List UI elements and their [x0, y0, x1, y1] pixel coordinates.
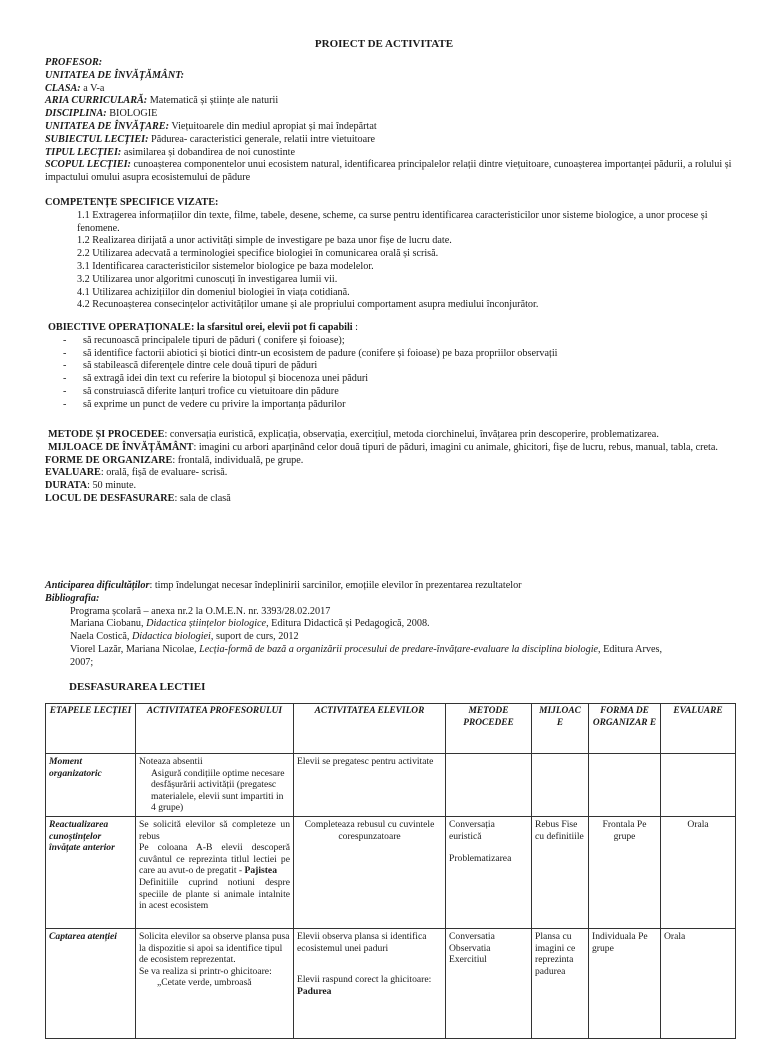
- obiectiv-item: - să exprime un punct de vedere cu privire la importanța pădurilor: [45, 399, 745, 412]
- table-row: [46, 816, 736, 928]
- teacher-activity-cell: [136, 816, 294, 928]
- stage-cell: Captarea atenției: [46, 928, 136, 1038]
- lesson-keyword: Pajistea: [244, 865, 277, 877]
- bib-title: Didactica biologiei: [131, 631, 211, 643]
- teacher-activity-text: Solicita elevilor sa observe plansa pusa la dispozitie si apoi sa identifice tipul de ecosistem reprezentat.: [139, 930, 290, 966]
- evaluation-cell: Orala: [661, 816, 736, 928]
- table-row: [46, 928, 736, 1038]
- profesor-label: PROFESOR:: [45, 57, 103, 68]
- bib-year: 2007;: [70, 656, 94, 668]
- organization-cell: [589, 754, 661, 817]
- unitate-invatare-label: UNITATEA DE ÎNVĂȚARE:: [45, 120, 169, 132]
- forme-value: : frontală, individuală, pe grupe.: [172, 454, 304, 466]
- obiectiv-item: - să construiască diferite lanțuri trofice cu vietuitoare din pădure: [45, 386, 745, 399]
- competenta-item: 2.2 Utilizarea adecvată a terminologiei specifice biologiei în comunicarea orală și scrisă.: [77, 248, 439, 260]
- methods-cell: [446, 816, 532, 928]
- competenta-item: 3.1 Identificarea caracteristicilor sistemelor biologice pe baza modelelor.: [77, 260, 374, 272]
- aria-value: Matematică și științe ale naturii: [147, 95, 279, 107]
- aria-label: ARIA CURRICULARĂ:: [45, 95, 148, 107]
- unitate-invatare-value: Viețuitoarele din mediul apropiat și mai îndepărtat: [168, 120, 377, 132]
- organization-cell: Individuala Pe grupe: [589, 928, 661, 1038]
- riddle-answer: Padurea: [297, 985, 332, 997]
- obiectiv-item: - să recunoască principalele tipuri de păduri ( conifere și foioase);: [45, 335, 745, 348]
- resources-cell: Plansa cu imagini ce reprezinta padurea: [532, 928, 589, 1038]
- teacher-activity-text: Asigură condițiile optime necesare desfășurării activității (pregatesc materialele, elevii sunt impartiti in 4 grupe): [151, 767, 285, 814]
- method-text: Conversația euristică: [449, 818, 495, 842]
- student-activity-text: [297, 974, 442, 997]
- bib-publisher: , suport de curs, 2012: [210, 631, 299, 643]
- obiective-list: [45, 335, 745, 412]
- scopul-value: cunoașterea componentelor unui ecosistem natural, identificarea principalelor relații dintre viețuitoare, cunoașterea importanței pădurii, a rolului și impactului omului asupra ecosistemului de pădure: [45, 159, 732, 184]
- bib-publisher: , Editura Arves,: [598, 643, 662, 655]
- student-activity-cell: [294, 928, 446, 1038]
- column-header: MIJLOAC E: [532, 704, 589, 754]
- bib-author: Mariana Ciobanu,: [70, 618, 147, 630]
- competenta-item: 4.1 Utilizarea achizițiilor din domeniul biologiei în viața cotidiană.: [77, 286, 350, 298]
- durata-value: : 50 minute.: [87, 480, 137, 492]
- column-header: FORMA DE ORGANIZAR E: [589, 704, 661, 754]
- column-header: ACTIVITATEA PROFESORULUI: [136, 704, 294, 754]
- evaluare-label: EVALUARE: [45, 467, 101, 479]
- anticipare-value: : timp îndelungat necesar îndeplinirii sarcinilor, emoțiile elevilor în prezentarea rezultatelor: [149, 580, 522, 591]
- student-activity-cell: Completeaza rebusul cu cuvintele corespunzatoare: [294, 816, 446, 928]
- obiective-section: [45, 322, 745, 412]
- bib-publisher: , Editura Didactică și Pedagogică, 2008.: [266, 618, 430, 630]
- teacher-activity-text: Se solicită elevilor să completeze un rebus: [139, 818, 290, 842]
- metode-section: [45, 429, 745, 506]
- subiect-value: Pădurea- caracteristici generale, relatii intre vietuitoare: [148, 133, 376, 145]
- mijloace-value: : imagini cu arbori aparținând celor două tipuri de păduri, imagini cu animale, ghicitori, fișe de lucru, rebus, manual, tabla, creta.: [193, 441, 718, 453]
- table-row: [46, 754, 736, 817]
- teacher-activity-text: Pe coloana A-B elevii descoperă cuvântul ce reprezinta titlul lectiei pe care au avut-o de pregatit -: [139, 842, 290, 877]
- bibliografie-entry: Programa școlară – anexa nr.2 la O.M.E.N. nr. 3393/28.02.2017: [70, 605, 331, 617]
- resources-cell: Rebus Fise cu definitiile: [532, 816, 589, 928]
- riddle-text: „Cetate verde, umbroasă: [157, 977, 252, 989]
- teacher-activity-cell: [136, 754, 294, 817]
- bib-title: Lecția-formă de bază a organizării procesului de predare-învățare-evaluare la disciplina biologie: [199, 643, 599, 655]
- column-header: METODE PROCEDEE: [446, 704, 532, 754]
- lesson-table: [45, 703, 736, 1039]
- teacher-activity-cell: [136, 928, 294, 1038]
- disciplina-label: DISCIPLINA:: [45, 108, 107, 120]
- clasa-label: CLASA:: [45, 82, 81, 94]
- evaluation-cell: Orala: [661, 928, 736, 1038]
- stage-cell: Moment organizatoric: [46, 754, 136, 817]
- tipul-value: asimilarea și dobandirea de noi cunostinte: [121, 146, 296, 158]
- teacher-activity-text: [139, 842, 290, 877]
- resources-cell: [532, 754, 589, 817]
- student-activity-text: Elevii raspund corect la ghicitoare:: [297, 974, 432, 986]
- competenta-item: 4.2 Recunoașterea consecințelor activităților umane și ale propriului comportament asupra mediului înconjurător.: [77, 299, 539, 311]
- lesson-header: [45, 57, 735, 185]
- competenta-item: 3.2 Utilizarea unor algoritmi cunoscuți în investigarea lumii vii.: [77, 273, 338, 285]
- competente-section: [45, 197, 735, 312]
- competenta-item: 1.1 Extragerea informațiilor din texte, filme, tabele, desene, scheme, ca surse pentru identificarea caracteristicilor unor sisteme biologice, a unor procese și fenomene.: [77, 209, 708, 234]
- evaluare-value: : orală, fișă de evaluare- scrisă.: [100, 467, 228, 479]
- desfasurare-title: DESFASURAREA LECTIEI: [69, 681, 206, 693]
- bib-author: Naela Costică,: [70, 631, 132, 643]
- bib-title: Didactica științelor biologice: [146, 618, 267, 630]
- forme-label: FORME DE ORGANIZARE: [45, 454, 173, 466]
- clasa-value: a V-a: [80, 82, 105, 94]
- disciplina-value: BIOLOGIE: [106, 108, 158, 120]
- method-text: Problematizarea: [449, 853, 512, 865]
- column-header: EVALUARE: [661, 704, 736, 754]
- metode-value: : conversația euristică, explicația, observația, exercițiul, metoda ciorchinelui, învățarea prin descoperire, problematizarea.: [164, 429, 659, 440]
- metode-label: METODE ȘI PROCEDEE: [48, 429, 165, 440]
- mijloace-label: MIJLOACE DE ÎNVĂȚĂMÂNT: [48, 441, 194, 453]
- subiect-label: SUBIECTUL LECȚIEI:: [45, 133, 149, 145]
- unitate-label: UNITATEA DE ÎNVĂȚĂMÂNT:: [45, 69, 185, 81]
- obiective-heading: OBIECTIVE OPERAȚIONALE: la sfarsitul orei, elevii pot fi capabili: [48, 322, 353, 333]
- bib-author: Viorel Lazăr, Mariana Nicolae,: [70, 643, 200, 655]
- obiectiv-item: - să stabilească diferențele dintre cele două tipuri de păduri: [45, 360, 745, 373]
- teacher-activity-text: Se va realiza si printr-o ghicitoare:: [139, 965, 272, 977]
- locul-label: LOCUL DE DESFASURARE: [45, 492, 175, 504]
- bibliografie-label: Bibliografia:: [45, 592, 100, 604]
- teacher-activity-text: Definitiile cuprind notiuni despre speciile de plante si animale intalnite in acest ecosistem: [139, 876, 290, 912]
- page-title: PROIECT DE ACTIVITATE: [314, 38, 454, 50]
- table-header-row: [46, 704, 736, 754]
- student-activity-text: Elevii observa plansa si identifica ecosistemul unei paduri: [297, 930, 427, 954]
- locul-value: : sala de clasă: [174, 492, 231, 504]
- obiectiv-item: - să extragă idei din text cu referire la biotopul și biocenoza unei păduri: [45, 373, 745, 386]
- obiective-heading-tail: :: [352, 322, 358, 333]
- scopul-label: SCOPUL LECȚIEI:: [45, 159, 131, 171]
- anticipare-section: [45, 580, 745, 670]
- bibliografie-entry: [45, 618, 745, 631]
- column-header: ACTIVITATEA ELEVILOR: [294, 704, 446, 754]
- durata-label: DURATA: [45, 480, 88, 492]
- competente-heading: COMPETENȚE SPECIFICE VIZATE:: [45, 197, 219, 208]
- student-activity-cell: Elevii se pregatesc pentru activitate: [294, 754, 446, 817]
- column-header: ETAPELE LECȚIEI: [46, 704, 136, 754]
- competenta-item: 1.2 Realizarea dirijată a unor activități simple de investigare pe baza unor fișe de lucru date.: [77, 235, 452, 247]
- tipul-label: TIPUL LECȚIEI:: [45, 146, 122, 158]
- organization-cell: Frontala Pe grupe: [589, 816, 661, 928]
- methods-cell: Conversatia Observatia Exercitiul: [446, 928, 532, 1038]
- bibliografie-entry: [45, 631, 745, 644]
- obiectiv-item: - să identifice factorii abiotici și biotici dintr-un ecosistem de padure (conifere și foioase) pe baza propriilor observații: [45, 348, 745, 361]
- teacher-activity-text: Noteaza absentii: [139, 756, 203, 767]
- anticipare-label: Anticiparea dificultăților: [45, 580, 150, 591]
- methods-cell: [446, 754, 532, 817]
- evaluation-cell: [661, 754, 736, 817]
- bibliografie-entry: [45, 644, 745, 670]
- stage-cell: Reactualizarea cunoștințelor învățate anterior: [46, 816, 136, 928]
